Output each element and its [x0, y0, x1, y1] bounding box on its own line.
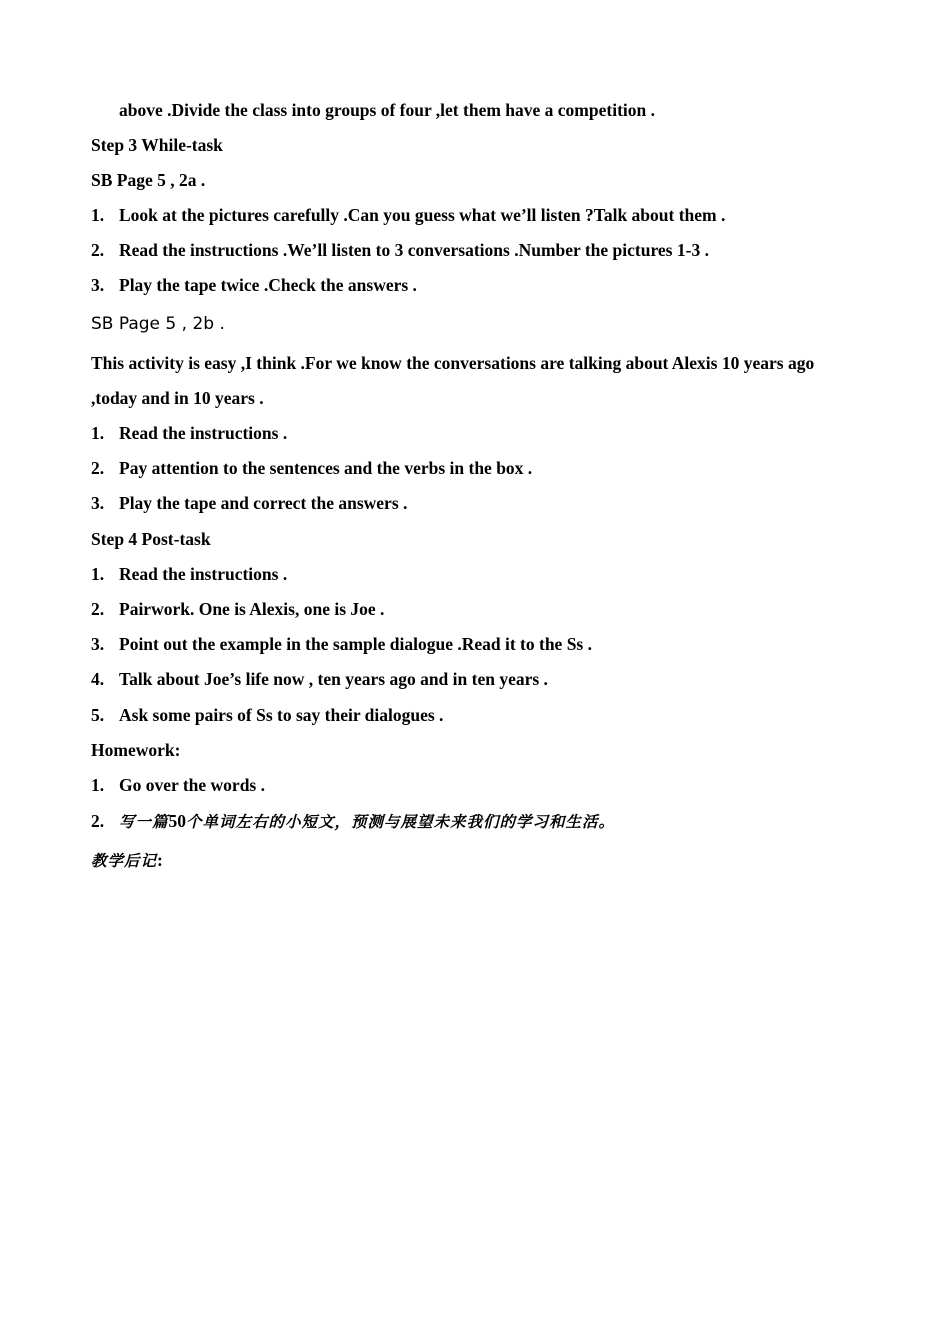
list-item	[91, 703, 870, 727]
list-text: Pay attention to the sentences and the verbs in the box .	[119, 458, 533, 478]
list-text: Play the tape twice .Check the answers .	[119, 275, 417, 295]
list-item	[91, 238, 870, 262]
step-heading: Step 3 While-task	[91, 135, 223, 155]
list-item	[91, 632, 870, 656]
list-item	[91, 773, 870, 797]
section-heading: SB Page 5 , 2b .	[91, 314, 225, 334]
notes-label: 教学后记	[91, 852, 158, 870]
list-item	[91, 562, 870, 586]
list-item	[91, 667, 870, 691]
list-item	[91, 273, 870, 297]
section-heading: SB Page 5 , 2a .	[91, 170, 206, 190]
list-text: Read the instructions .	[119, 564, 288, 584]
list-text: Look at the pictures carefully .Can you guess what we’ll listen ?Talk about them .	[119, 205, 726, 225]
list-text: Talk about Joe’s life now , ten years ago and in ten years .	[119, 669, 548, 689]
list-number: 5.	[91, 705, 105, 725]
list-item	[91, 491, 870, 515]
list-number: 1.	[91, 205, 105, 225]
list-text-cjk: 写一篇	[119, 813, 169, 831]
list-number: 1.	[91, 775, 105, 795]
list-number: 2.	[91, 458, 105, 478]
list-number: 3.	[91, 275, 105, 295]
list-text-cjk: 个单词左右的小短文，预测与展望未来我们的学习和生活。	[186, 813, 616, 831]
notes-colon: :	[157, 850, 163, 870]
list-number: 2.	[91, 240, 105, 260]
list-number: 3.	[91, 493, 105, 513]
paragraph: This activity is easy ,I think .For we know the conversations are talking about Alexis 10 years ago ,today and in 10 years .	[91, 353, 815, 408]
list-number: 3.	[91, 634, 105, 654]
list-number: 2.	[91, 811, 105, 831]
list-number: 4.	[91, 669, 105, 689]
list-item	[91, 421, 870, 445]
list-number: 2.	[91, 599, 105, 619]
notes-heading	[91, 848, 870, 873]
list-text: Point out the example in the sample dialogue .Read it to the Ss .	[119, 634, 592, 654]
list-item	[91, 809, 870, 834]
list-number: 1.	[91, 564, 105, 584]
list-text: Ask some pairs of Ss to say their dialogues .	[119, 705, 444, 725]
list-item	[91, 597, 870, 621]
list-item	[91, 456, 870, 480]
list-text: Read the instructions .We’ll listen to 3 conversations .Number the pictures 1-3 .	[119, 240, 709, 260]
list-item	[91, 203, 870, 227]
step-heading: Step 4 Post-task	[91, 529, 211, 549]
list-number: 1.	[91, 423, 105, 443]
list-text: Play the tape and correct the answers .	[119, 493, 408, 513]
list-text-number: 50	[168, 811, 187, 831]
list-text: Go over the words .	[119, 775, 265, 795]
list-text: Pairwork. One is Alexis, one is Joe .	[119, 599, 385, 619]
text-line: above .Divide the class into groups of four ,let them have a competition .	[119, 100, 655, 120]
list-text: Read the instructions .	[119, 423, 288, 443]
homework-heading: Homework:	[91, 740, 181, 760]
